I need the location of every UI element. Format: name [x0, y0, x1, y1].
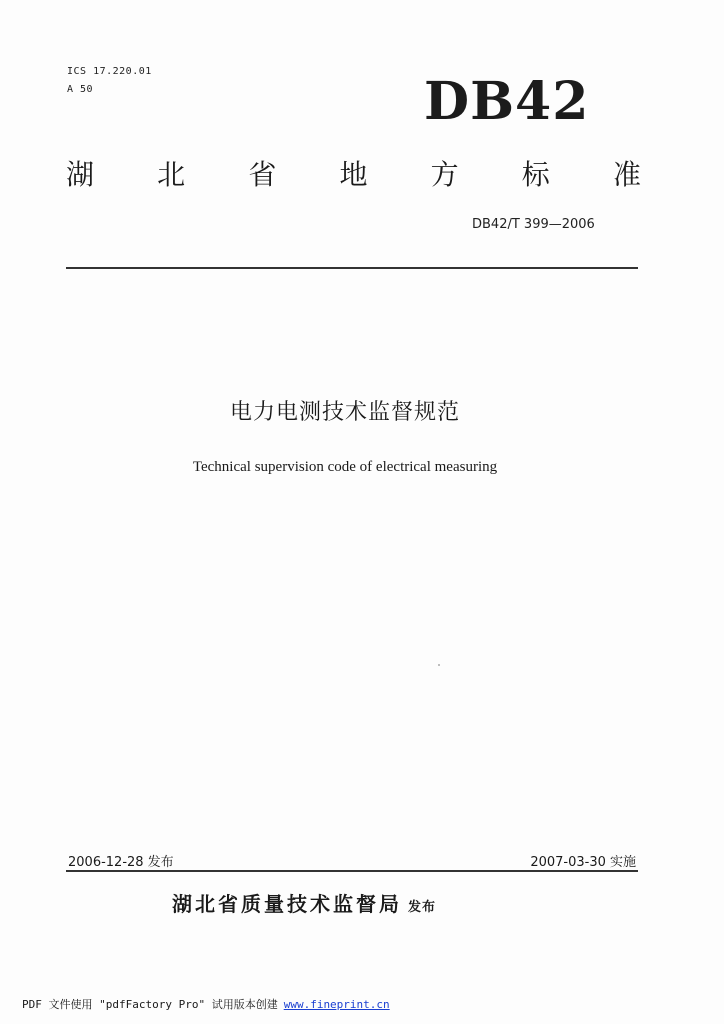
standard-number: DB42/T 399—2006 — [472, 217, 595, 232]
standard-type-char: 方 — [430, 158, 459, 191]
title-english: Technical supervision code of electrical measuring — [192, 459, 498, 475]
standard-type-char: 准 — [612, 158, 641, 191]
footer-link[interactable]: www.fineprint.cn — [283, 998, 390, 1011]
scan-speck — [438, 664, 440, 666]
standard-type-char: 省 — [248, 158, 277, 191]
title-chinese: 电力电测技术监督规范 — [229, 400, 460, 425]
bottom-divider — [66, 870, 638, 872]
db-logo: DB42 — [424, 71, 590, 132]
standard-type-char: 北 — [157, 158, 186, 191]
top-divider — [66, 267, 638, 269]
footer-text: PDF 文件使用 "pdfFactory Pro" 试用版本创建 — [22, 998, 278, 1011]
issue-date: 2006-12-28 发布 — [68, 855, 174, 870]
standard-type-char: 湖 — [66, 158, 95, 191]
ics-code: ICS 17.220.01 — [67, 66, 152, 77]
issuer — [172, 889, 436, 923]
issuer-suffix: 发布 — [408, 900, 437, 915]
pdf-footer — [22, 996, 390, 1012]
standard-type-char: 标 — [521, 158, 550, 191]
implementation-date: 2007-03-30 实施 — [530, 855, 636, 870]
standard-type-char: 地 — [339, 158, 368, 191]
issuer-name: 湖北省质量技术监督局 — [172, 892, 402, 916]
standard-type-heading — [66, 155, 641, 195]
ccs-code: A 50 — [67, 84, 94, 95]
